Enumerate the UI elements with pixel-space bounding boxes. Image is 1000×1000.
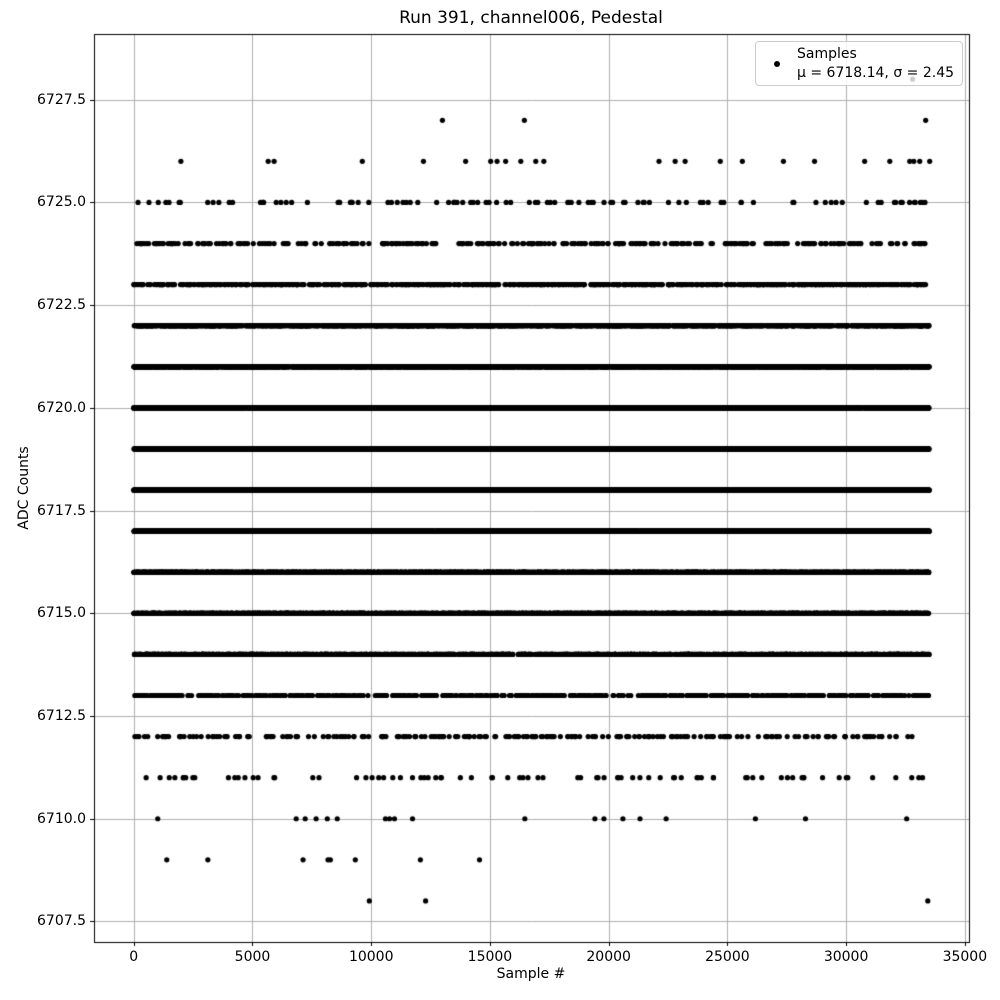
- chart-title: Run 391, channel006, Pedestal: [399, 8, 663, 28]
- y-tick-label: 6712.5: [37, 708, 86, 725]
- legend-marker-cell: [756, 61, 797, 67]
- y-tick-label: 6727.5: [37, 91, 86, 108]
- x-tick-label: 15000: [467, 949, 513, 965]
- y-tick-label: 6707.5: [37, 913, 86, 930]
- y-tick-label: 6722.5: [37, 297, 86, 314]
- x-tick-label: 35000: [942, 949, 988, 965]
- y-tick-label: 6717.5: [37, 502, 86, 519]
- legend-label-samples: Samples: [797, 45, 857, 62]
- legend-text: [797, 45, 954, 83]
- y-axis-label: ADC Counts: [16, 446, 32, 530]
- x-tick-label: 30000: [823, 949, 869, 965]
- samples-marker-icon: [774, 61, 780, 67]
- y-tick-label: 6725.0: [37, 194, 86, 211]
- y-tick-label: 6720.0: [37, 399, 86, 416]
- legend-label-stats: μ = 6718.14, σ = 2.45: [797, 64, 955, 81]
- x-tick-label: 20000: [586, 949, 631, 965]
- x-tick-label: 25000: [705, 949, 750, 965]
- legend: [755, 41, 963, 86]
- x-tick-label: 10000: [348, 949, 394, 965]
- x-axis-label: Sample #: [496, 966, 566, 982]
- y-tick-label: 6715.0: [37, 605, 86, 622]
- y-tick-label: 6710.0: [37, 810, 86, 827]
- x-tick-label: 5000: [234, 949, 271, 965]
- x-tick-label: 0: [129, 949, 139, 965]
